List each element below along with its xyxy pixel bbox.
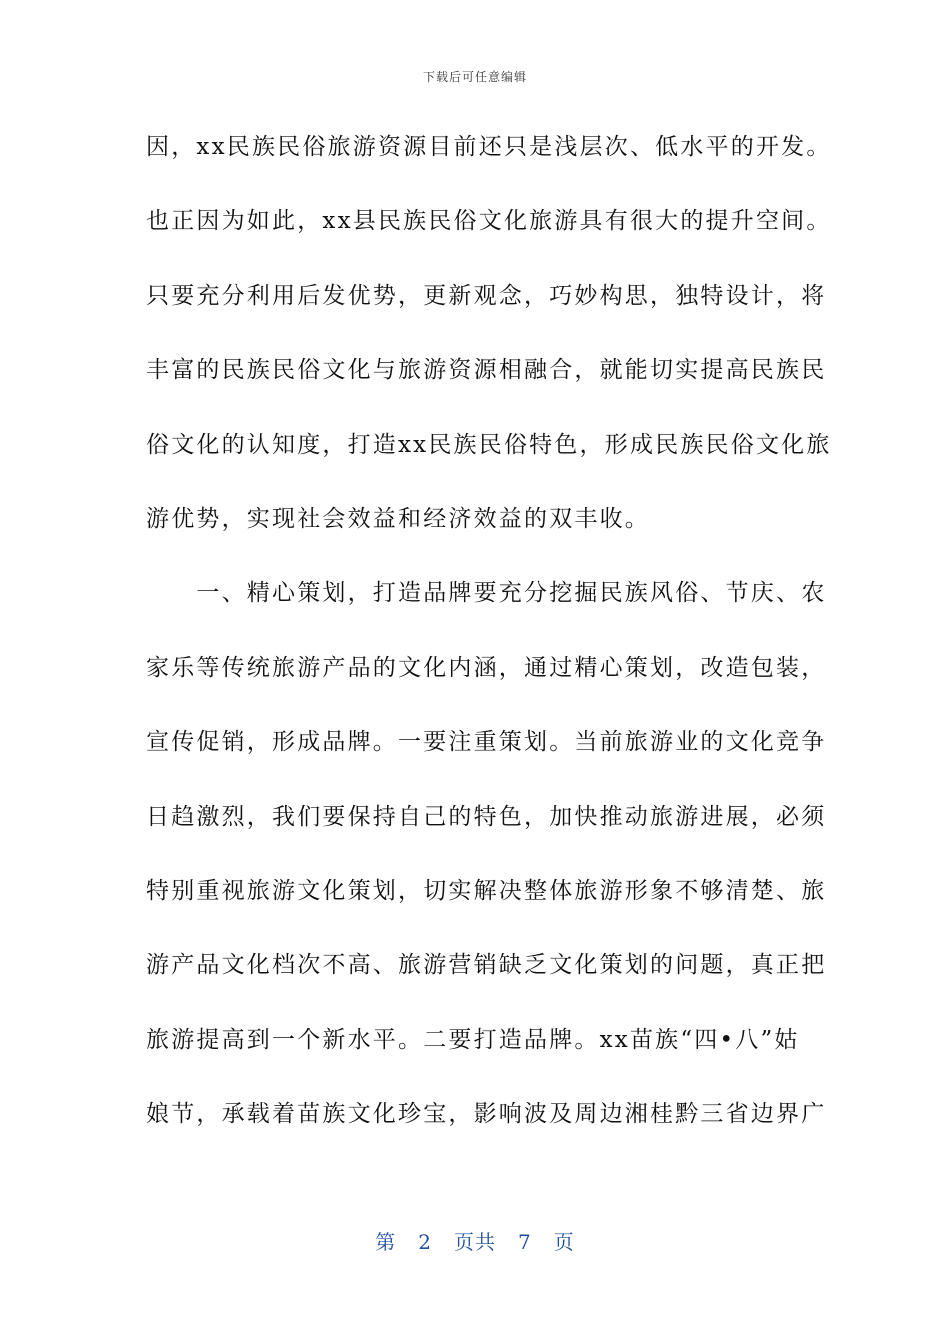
text-line: 旅游提高到一个新水平。二要打造品牌。xx苗族“四•八”姑 [146,1026,800,1053]
text-line: 宣传促销，形成品牌。一要注重策划。当前旅游业的文化竞争 [146,729,827,756]
page-current: 2 [418,1230,432,1254]
text-line: 也正因为如此，xx县民族民俗文化旅游具有很大的提升空间。 [146,208,832,235]
page-suffix: 页 [553,1230,575,1254]
text-line: 特别重视旅游文化策划，切实解决整体旅游形象不够清楚、旅 [146,877,827,904]
page-middle: 页共 [454,1230,496,1254]
text-line: 家乐等传统旅游产品的文化内涵，通过精心策划，改造包装， [146,654,827,681]
text-line: 丰富的民族民俗文化与旅游资源相融合，就能切实提高民族民 [146,357,827,384]
document-body [146,127,832,1168]
page-total: 7 [518,1230,532,1254]
header-note: 下载后可任意编辑 [422,70,527,84]
text-line: 游优势，实现社会效益和经济效益的双丰收。 [146,505,650,532]
text-line: 因，xx民族民俗旅游资源目前还只是浅层次、低水平的开发。 [146,134,832,160]
text-line: 只要充分利用后发优势，更新观念，巧妙构思，独特设计，将 [146,282,827,309]
page-number-footer [0,1226,950,1255]
text-line: 日趋激烈，我们要保持自己的特色，加快推动旅游进展，必须 [146,803,827,830]
text-line: 一、精心策划，打造品牌要充分挖掘民族风俗、节庆、农 [146,580,827,607]
text-line: 游产品文化档次不高、旅游营销缺乏文化策划的问题，真正把 [146,952,827,979]
page-prefix: 第 [375,1230,397,1254]
text-line: 俗文化的认知度，打造xx民族民俗特色，形成民族民俗文化旅 [146,431,832,458]
text-line: 娘节，承载着苗族文化珍宝，影响波及周边湘桂黔三省边界广 [146,1101,827,1128]
